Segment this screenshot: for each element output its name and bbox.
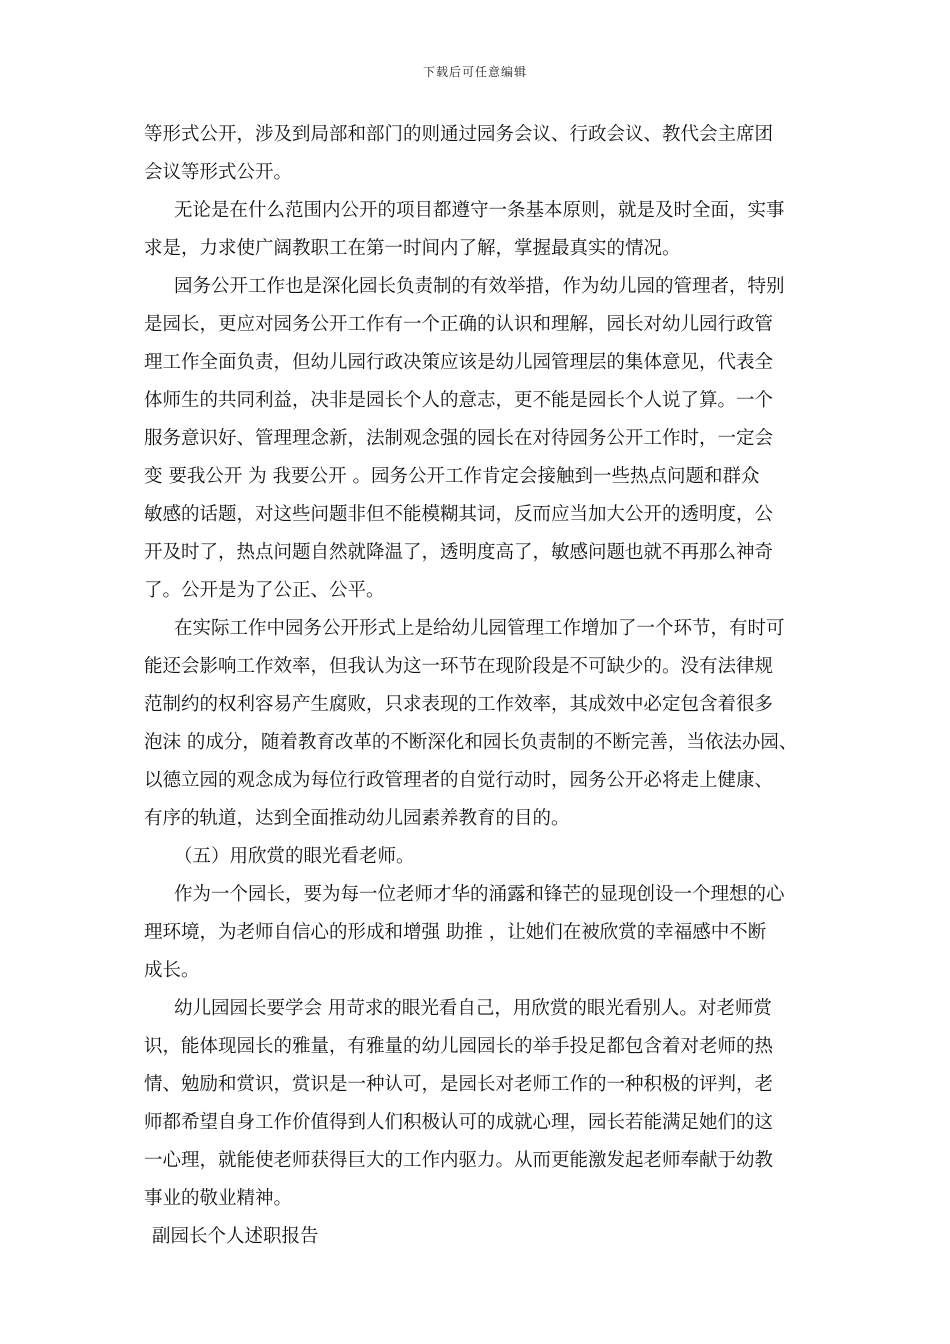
section-heading: （五）用欣赏的眼光看老师。: [174, 846, 415, 867]
text-line: 情、勉励和赏识，赏识是一种认可，是园长对老师工作的一种积极的评判，老: [144, 1074, 774, 1095]
text-line: 作为一个园长，要为每一位老师才华的涌露和锋芒的显现创设一个理想的心: [174, 884, 785, 905]
text-line: 体师生的共同利益，决非是园长个人的意志，更不能是园长个人说了算。一个: [144, 390, 774, 411]
text-line: 一心理，就能使老师获得巨大的工作内驱力。从而更能激发起老师奉献于幼教: [144, 1150, 774, 1171]
text-line: 理工作全面负责，但幼儿园行政决策应该是幼儿园管理层的集体意见，代表全: [144, 352, 774, 373]
text-line: 无论是在什么范围内公开的项目都遵守一条基本原则，就是及时全面，实事: [174, 200, 785, 221]
text-line: 是园长，更应对园务公开工作有一个正确的认识和理解，园长对幼儿园行政管: [144, 314, 774, 335]
text-line: 有序的轨道，达到全面推动幼儿园素养教育的目的。: [144, 808, 570, 829]
text-line: 求是，力求使广阔教职工在第一时间内了解，掌握最真实的情况。: [144, 238, 681, 259]
text-line: 会议等形式公开。: [144, 162, 293, 183]
text-line: 范制约的权利容易产生腐败，只求表现的工作效率，其成效中必定包含着很多: [144, 694, 774, 715]
text-line: 园务公开工作也是深化园长负责制的有效举措，作为幼儿园的管理者，特别: [174, 276, 785, 297]
text-line: 泡沫 的成分，随着教育改革的不断深化和园长负责制的不断完善，当依法办园、: [144, 732, 798, 753]
document-title: 副园长个人述职报告: [152, 1226, 319, 1247]
text-line: 开及时了，热点问题自然就降温了，透明度高了，敏感问题也就不再那么神奇: [144, 542, 774, 563]
text-line: 事业的敬业精神。: [144, 1188, 293, 1209]
text-line: 服务意识好、管理理念新，法制观念强的园长在对待园务公开工作时，一定会: [144, 428, 774, 449]
page-header-note: 下载后可任意编辑: [422, 65, 527, 79]
text-line: 理环境，为老师自信心的形成和增强 助推 ，让她们在被欣赏的幸福感中不断: [144, 922, 767, 943]
text-line: 敏感的话题，对这些问题非但不能模糊其词，反而应当加大公开的透明度，公: [144, 504, 774, 525]
text-line: 以德立园的观念成为每位行政管理者的自觉行动时，园务公开必将走上健康、: [144, 770, 774, 791]
text-line: 师都希望自身工作价值得到人们积极认可的成就心理，园长若能满足她们的这: [144, 1112, 774, 1133]
text-line: 在实际工作中园务公开形式上是给幼儿园管理工作增加了一个环节，有时可: [174, 618, 785, 639]
text-line: 等形式公开，涉及到局部和部门的则通过园务会议、行政会议、教代会主席团: [144, 124, 774, 145]
text-line: 能还会影响工作效率，但我认为这一环节在现阶段是不可缺少的。没有法律规: [144, 656, 774, 677]
text-line: 幼儿园园长要学会 用苛求的眼光看自己，用欣赏的眼光看别人。对老师赏: [174, 998, 772, 1019]
text-line: 变 要我公开 为 我要公开 。园务公开工作肯定会接触到一些热点问题和群众: [144, 466, 760, 487]
document-body: [144, 116, 824, 1256]
text-line: 识，能体现园长的雅量，有雅量的幼儿园园长的举手投足都包含着对老师的热: [144, 1036, 774, 1057]
text-line: 成长。: [144, 960, 200, 981]
text-line: 了。公开是为了公正、公平。: [144, 580, 385, 601]
